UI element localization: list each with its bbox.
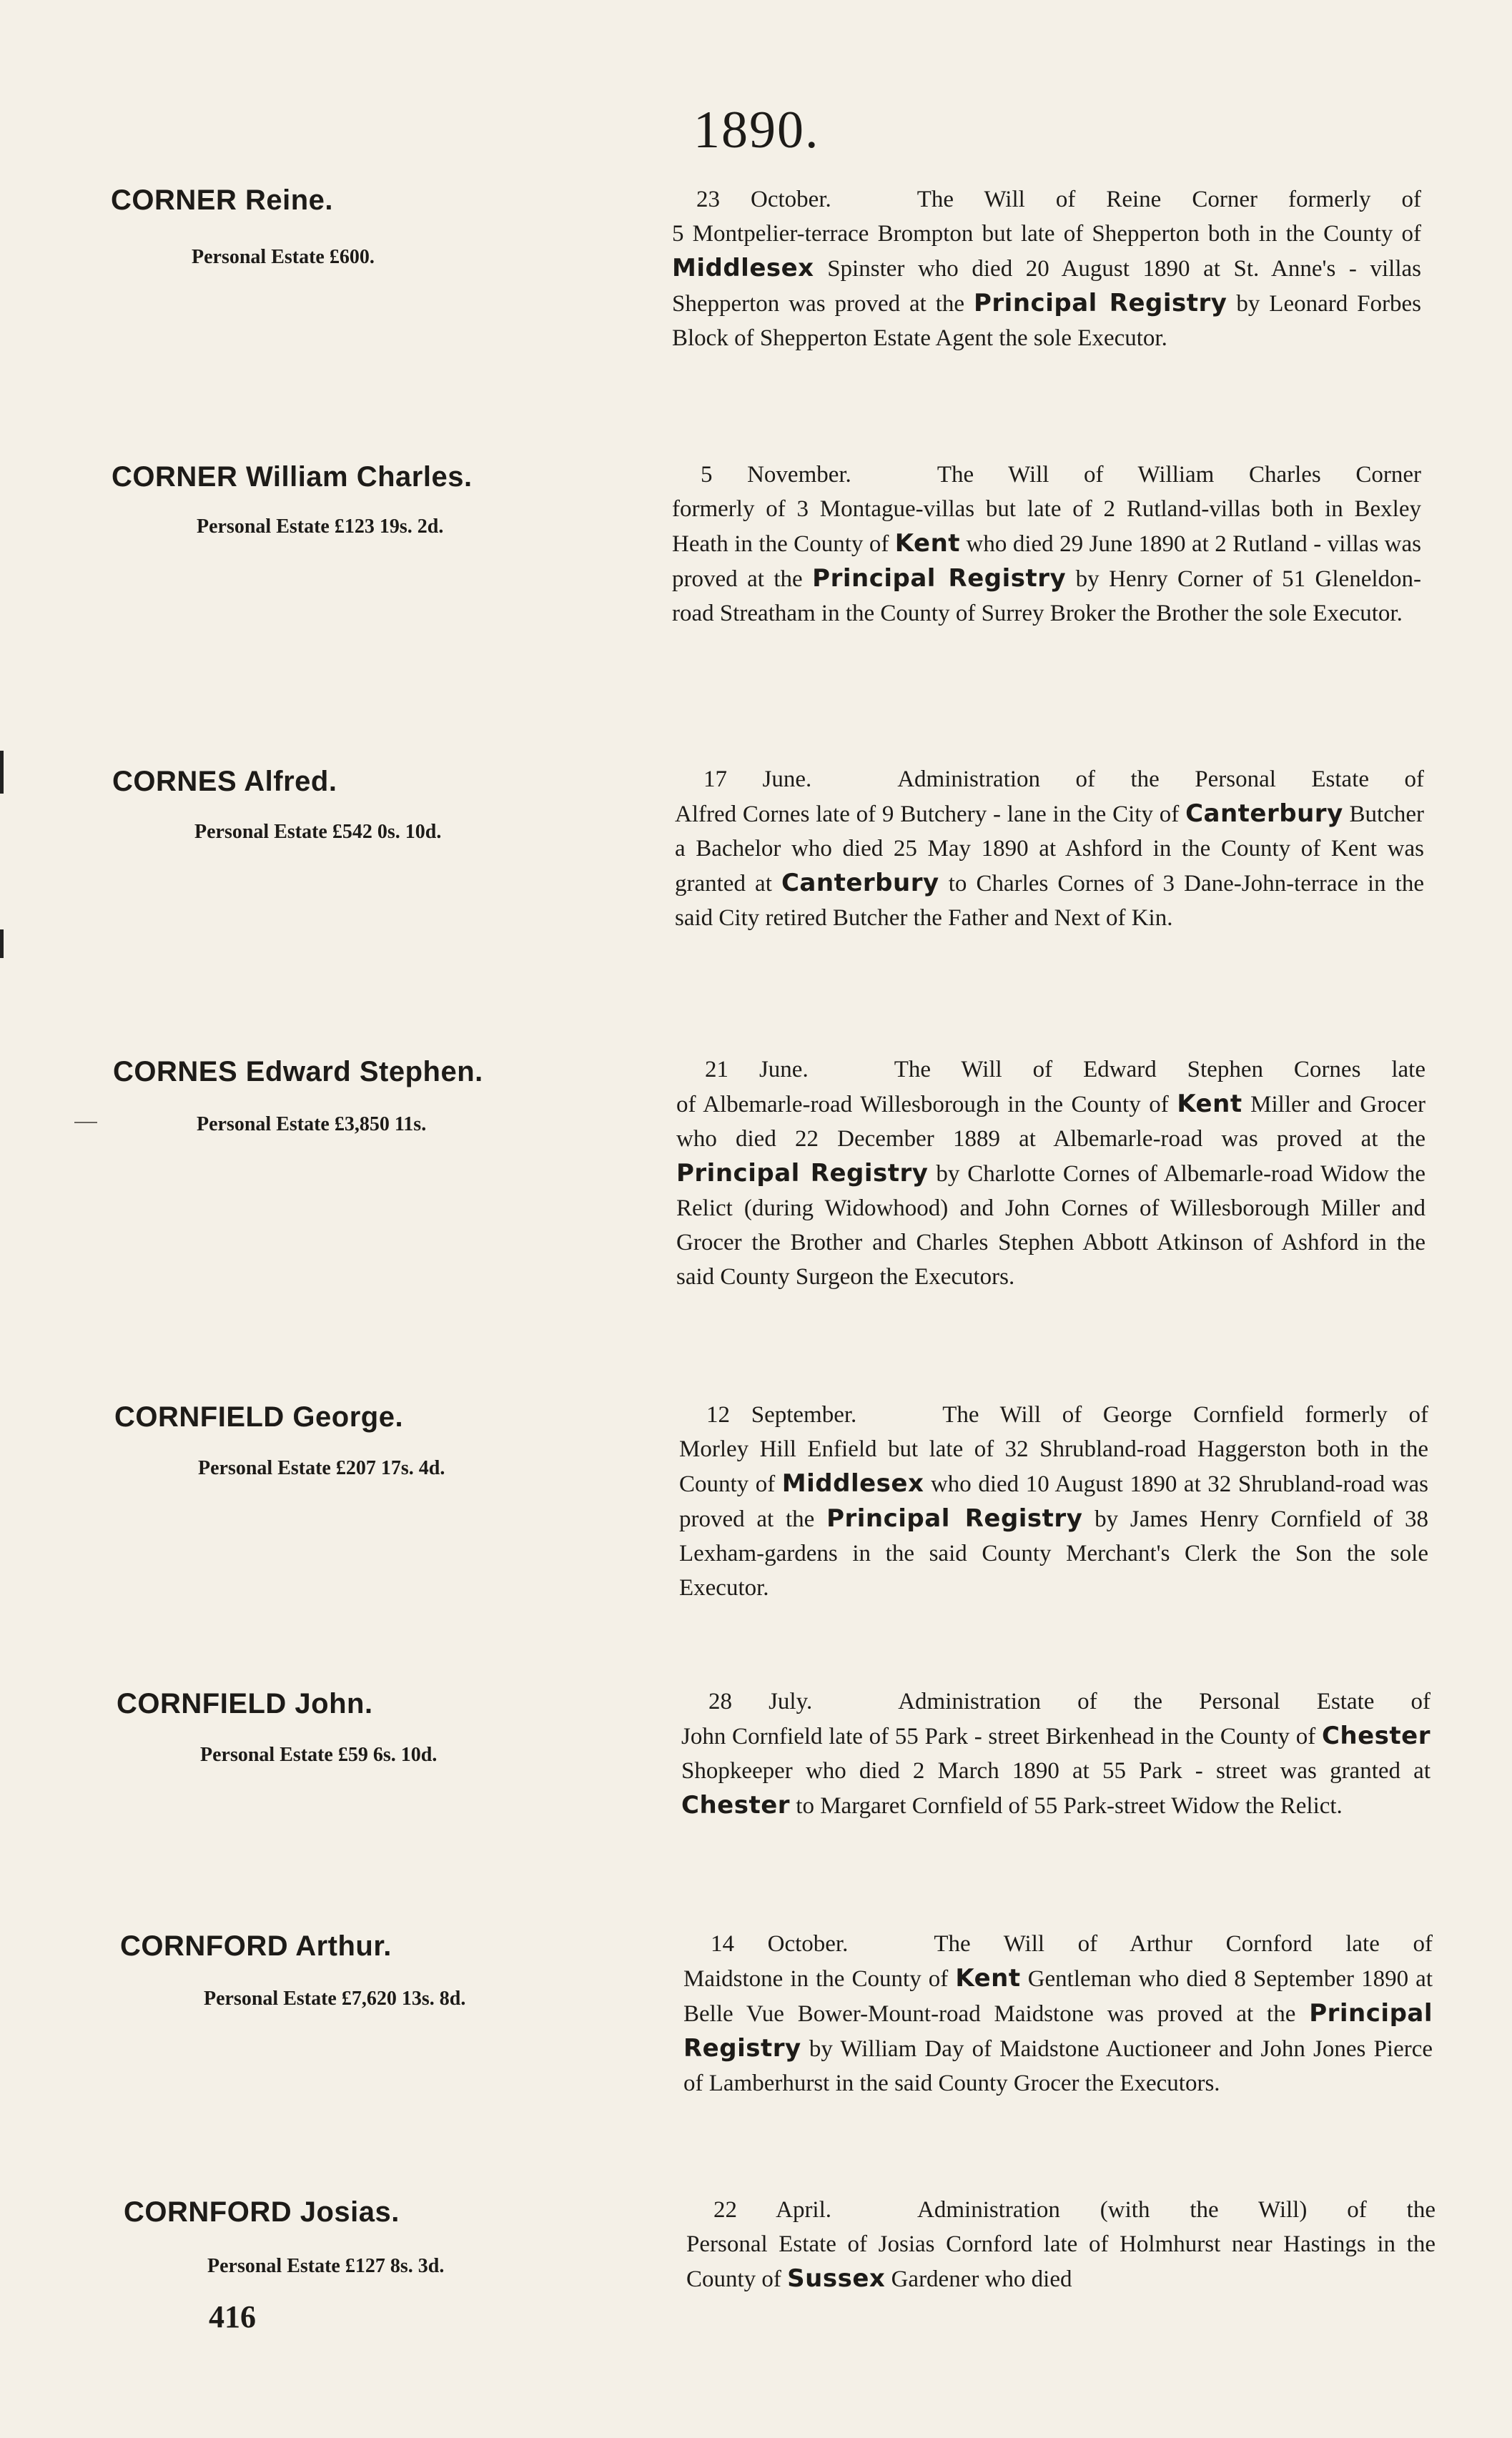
county-keyword: Chester <box>1321 1722 1431 1750</box>
scan-edge-mark <box>0 929 4 958</box>
margin-dash <box>74 1122 97 1123</box>
entry-text: 22 April. Administration (with the Will) of the Personal Estate of Josias Cornford late of Holmhurst near Hastings in the County of Sussex Gardener who died <box>686 2197 1436 2293</box>
entry-estate: Personal Estate £123 19s. 2d. <box>197 515 444 538</box>
entry-estate: Personal Estate £7,620 13s. 8d. <box>204 1988 466 2010</box>
page-year-heading: 1890. <box>693 101 820 159</box>
registry-keyword: Principal Registry <box>683 1999 1433 2063</box>
entry-estate: Personal Estate £542 0s. 10d. <box>194 821 442 843</box>
county-keyword: Chester <box>681 1791 791 1820</box>
scan-edge-mark <box>0 751 4 794</box>
registry-keyword: Principal Registry <box>974 289 1227 317</box>
entry-date: 22 April. <box>713 2197 832 2223</box>
entry-name: CORNFIELD John. <box>117 1688 373 1719</box>
entry-date: 17 June. <box>703 766 812 792</box>
entry-estate: Personal Estate £600. <box>192 246 375 268</box>
registry-keyword: Principal Registry <box>676 1159 929 1188</box>
entry-text: 5 November. The Will of William Charles Corner formerly of 3 Montague-villas but late of 2 Rutland-villas both in Bexley Heath in the County of Kent who died 29 June 1890 at 2 Rutland - villas was proved at the Principal Registry by Henry Corner of 51 Gleneldon-road Streatham in the County of Surrey Broker the Brother the sole Executor. <box>672 462 1422 626</box>
entry-name: CORNES Alfred. <box>112 766 337 797</box>
city-keyword: Canterbury <box>1185 799 1343 828</box>
registry-keyword: Principal Registry <box>812 564 1067 593</box>
entry-name: CORNFORD Arthur. <box>120 1930 392 1962</box>
county-keyword: Kent <box>955 1964 1021 1993</box>
page-number: 416 <box>209 2299 256 2334</box>
entry-date: 28 July. <box>708 1689 813 1714</box>
entry-date: 12 September. <box>706 1402 857 1428</box>
entry-date: 21 June. <box>705 1057 809 1082</box>
entry-name: CORNER Reine. <box>111 184 333 216</box>
entry-name: CORNFORD Josias. <box>124 2196 400 2228</box>
city-keyword: Canterbury <box>781 869 939 897</box>
entry-estate: Personal Estate £127 8s. 3d. <box>207 2255 445 2277</box>
entry-estate: Personal Estate £59 6s. 10d. <box>200 1744 438 1766</box>
entry-text: 17 June. Administration of the Personal Estate of Alfred Cornes late of 9 Butchery - lane in the City of Canterbury Butcher a Bachelor who died 25 May 1890 at Ashford in the County of Kent was granted at Canterbury to Charles Cornes of 3 Dane-John-terrace in the said City retired Butcher the Father and Next of Kin. <box>675 766 1425 931</box>
county-keyword: Kent <box>1177 1090 1242 1118</box>
entry-estate: Personal Estate £3,850 11s. <box>197 1113 427 1135</box>
entry-text: 12 September. The Will of George Cornfield formerly of Morley Hill Enfield but late of 32 Shrubland-road Haggerston both in the County of Middlesex who died 10 August 1890 at 32 Shrubland-road was proved at the Principal Registry by James Henry Cornfield of 38 Lexham-gardens in the said County Merchant's Clerk the Son the sole Executor. <box>679 1402 1429 1601</box>
county-keyword: Sussex <box>787 2264 886 2293</box>
entry-text: 14 October. The Will of Arthur Cornford late of Maidstone in the County of Kent Gentleman who died 8 September 1890 at Belle Vue Bower-Mount-road Maidstone was proved at the Principal Registry by William Day of Maidstone Auctioneer and John Jones Pierce of Lamberhurst in the said County Grocer the Executors. <box>683 1931 1433 2096</box>
entry-name: CORNES Edward Stephen. <box>113 1056 483 1087</box>
entry-name: CORNFIELD George. <box>114 1401 404 1433</box>
entry-date: 23 October. <box>696 187 831 212</box>
entry-date: 5 November. <box>701 462 851 488</box>
county-keyword: Middlesex <box>781 1469 924 1498</box>
entry-text: 23 October. The Will of Reine Corner formerly of 5 Montpelier-terrace Brompton but late of Shepperton both in the County of Middlesex Spinster who died 20 August 1890 at St. Anne's - villas Shepperton was proved at the Principal Registry by Leonard Forbes Block of Shepperton Estate Agent the sole Executor. <box>672 187 1421 351</box>
registry-keyword: Principal Registry <box>826 1504 1083 1533</box>
county-keyword: Middlesex <box>672 254 814 282</box>
entry-estate: Personal Estate £207 17s. 4d. <box>198 1457 445 1479</box>
county-keyword: Kent <box>894 529 961 558</box>
entry-date: 14 October. <box>711 1931 849 1957</box>
entry-text: 21 June. The Will of Edward Stephen Cornes late of Albemarle-road Willesborough in the County of Kent Miller and Grocer who died 22 December 1889 at Albemarle-road was proved at the Principal Registry by Charlotte Cornes of Albemarle-road Widow the Relict (during Widowhood) and John Cornes of Willesborough Miller and Grocer the Brother and Charles Stephen Abbott Atkinson of Ashford in the said County Surgeon the Executors. <box>676 1057 1426 1290</box>
entry-name: CORNER William Charles. <box>112 461 473 493</box>
entry-text: 28 July. Administration of the Personal Estate of John Cornfield late of 55 Park - street Birkenhead in the County of Chester Shopkeeper who died 2 March 1890 at 55 Park - street was granted at Chester to Margaret Cornfield of 55 Park-street Widow the Relict. <box>681 1689 1431 1820</box>
